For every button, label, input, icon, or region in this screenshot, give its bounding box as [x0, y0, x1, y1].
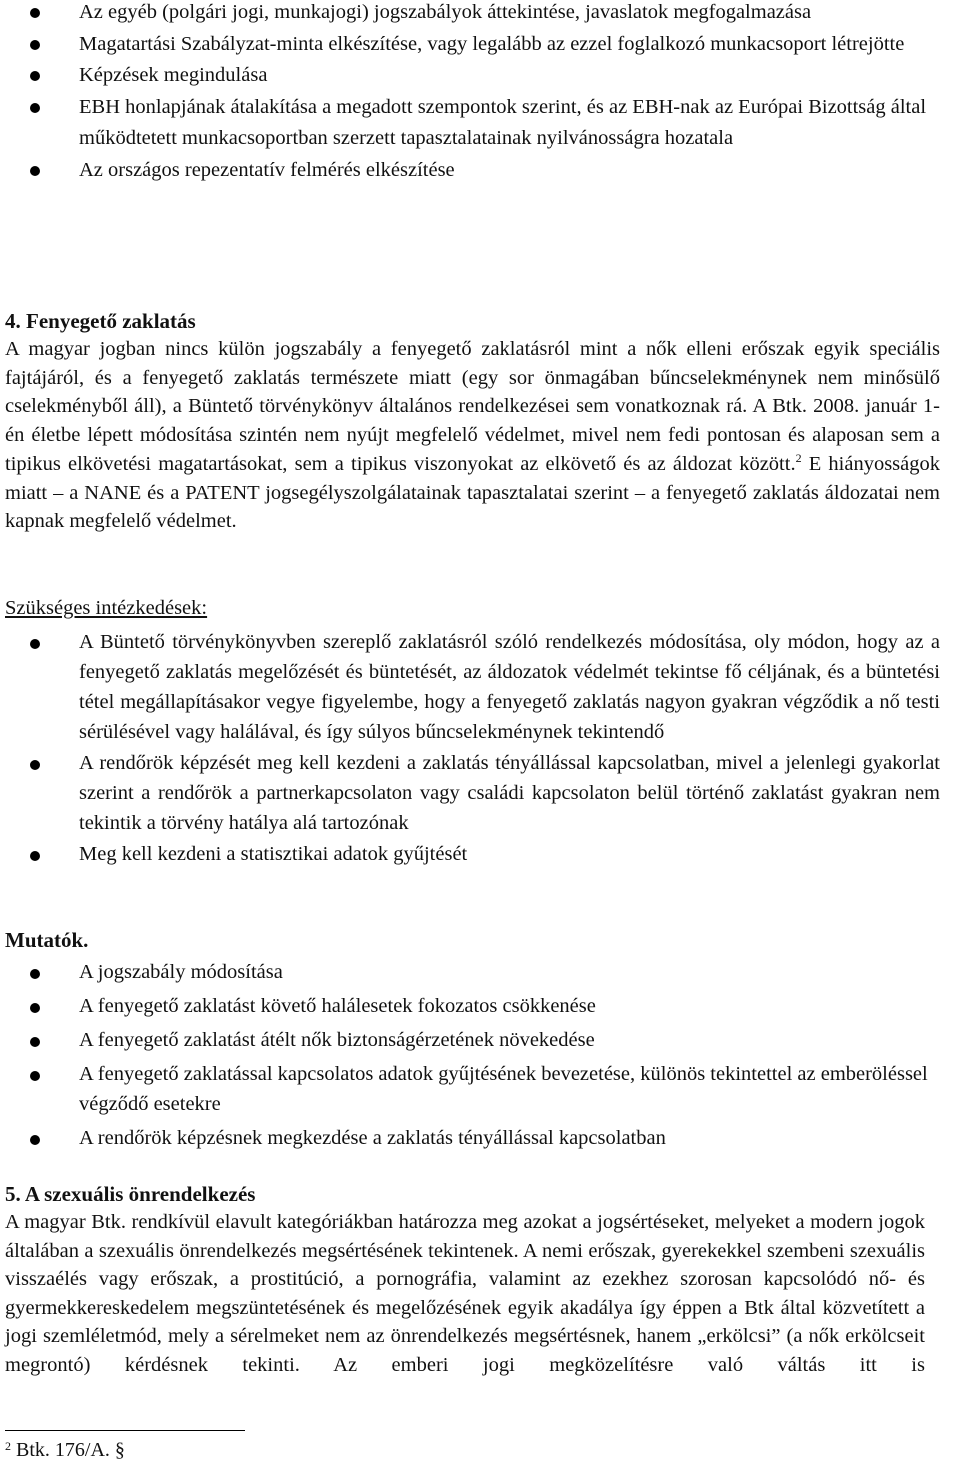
section-5-title: 5. A szexuális önrendelkezés	[5, 1182, 256, 1206]
measures-list	[0, 627, 940, 870]
bullet-icon	[30, 760, 40, 770]
list-item: A rendőrök képzését meg kell kezdeni a zaklatás tényállással kapcsolatban, mivel a jelenlegi gyakorlat szerint a rendőrök a partnerkapcsolaton vagy családi kapcsolaton belül történő zaklatást gyakran nem tekintik a törvény hatálya alá tartozónak	[0, 748, 940, 838]
list-item: Az egyéb (polgári jogi, munkajogi) jogszabályok áttekintése, javaslatok megfogalmazása	[0, 0, 950, 29]
bullet-icon	[30, 8, 40, 18]
section-5-paragraph: A magyar Btk. rendkívül elavult kategóriákban határozza meg azokat a jogsértéseket, melyeket a modern jogok általában a szexuális önrendelkezés megsértésének tekintenek. A nemi erőszak, gyerekekkel szembeni szexuális visszaélés vagy erőszak, a prostitúció, a pornográfia, valamint az ezekhez szorosan kapcsolódó nő- és gyermekkereskedelem megszüntetésének és megelőzésének egyik akadálya így éppen a Btk által közvetített a jogi szemléletmód, mely a sérelmeket nem az önrendelkezés megsértésnek, hanem „erkölcsi” (a nők erkölcseit megrontó) kérdésnek tekinti. Az emberi jogi megközelítésre való váltás itt is	[5, 1211, 925, 1376]
bullet-icon	[30, 103, 40, 113]
bullet-icon	[30, 969, 40, 979]
section-4-paragraph: A magyar jogban nincs külön jogszabály a fenyegető zaklatásról mint a nők elleni erőszak egyik speciális fajtájáról, és a fenyegető zaklatás természete miatt (egy sor önmagában bűncselekménynek nem minősülő cselekményből áll), a Büntető törvénykönyv általános rendelkezései sem vonatkoznak rá. A Btk. 2008. január 1-én életbe lépett módosítása szintén nem nyújt megfelelő védelmet, mivel nem fedi pontosan és alaposan sem a tipikus elkövetési magatartásokat, sem a tipikus viszonyokat az elkövető és az áldozat között.$^2$ E hiányosságok miatt – a NANE és a PATENT jogsegélyszolgálatainak tapasztalatai szerint – a fenyegető zaklatás áldozatai nem kapnak megfelelő védelmet.	[5, 338, 941, 533]
section-5	[5, 1180, 925, 1380]
bullet-icon	[30, 1071, 40, 1081]
list-item: A fenyegető zaklatást átélt nők biztonságérzetének növekedése	[0, 1025, 940, 1055]
bullet-icon	[30, 639, 40, 649]
bullet-icon	[30, 40, 40, 50]
list-item: A rendőrök képzésnek megkezdése a zaklatás tényállással kapcsolatban	[0, 1123, 940, 1153]
footnote-number: 2	[5, 1439, 11, 1453]
section-4-title: 4. Fenyegető zaklatás	[5, 309, 196, 333]
footnote-reference: 2	[795, 450, 802, 465]
list-item: A Büntető törvénykönyvben szereplő zaklatásról szóló rendelkezés módosítása, oly módon, hogy az a fenyegető zaklatás megelőzését és büntetését, az áldozatok védelmét tekintse fő céljának, és a büntetési tétel megállapításakor vegye figyelembe, hogy a fenyegető zaklatás nagyon gyakran végződik a nő testi sérülésével vagy halálával, és így súlyos bűncselekménynek tekintendő	[0, 627, 940, 747]
bullet-icon	[30, 1003, 40, 1013]
section-4	[5, 307, 940, 536]
bullet-icon	[30, 71, 40, 81]
bullet-icon	[30, 851, 40, 861]
list-item: Az országos repezentatív felmérés elkészítése	[0, 155, 950, 187]
list-item: Képzések megindulása	[0, 60, 950, 92]
list-item: A jogszabály módosítása	[0, 957, 940, 987]
list-item: A fenyegető zaklatással kapcsolatos adatok gyűjtésének bevezetése, különös tekintettel az emberöléssel végződő esetekre	[0, 1059, 940, 1119]
indicators-heading: Mutatók.	[5, 928, 89, 952]
bullet-icon	[30, 166, 40, 176]
list-item: Magatartási Szabályzat-minta elkészítése, vagy legalább az ezzel foglalkozó munkacsoport létrejötte	[0, 29, 950, 61]
indicators-list	[0, 957, 940, 1153]
footnote-text: Btk. 176/A. §	[11, 1439, 125, 1461]
bullet-icon	[30, 1135, 40, 1145]
goals-list	[0, 0, 950, 186]
footnote	[5, 1437, 125, 1463]
list-item: A fenyegető zaklatást követő halálesetek fokozatos csökkenése	[0, 991, 940, 1021]
measures-heading: Szükséges intézkedések:	[5, 597, 208, 619]
indicators-heading-block	[5, 926, 940, 954]
list-item: Meg kell kezdeni a statisztikai adatok gyűjtését	[0, 839, 940, 869]
footnote-divider	[5, 1430, 245, 1431]
list-item: EBH honlapjának átalakítása a megadott szempontok szerint, és az EBH-nak az Európai Bizottság által működtetett munkacsoportban szerzett tapasztalatainak nyilvánosságra hozatala	[0, 92, 950, 155]
measures-heading-block	[5, 594, 940, 622]
bullet-icon	[30, 1037, 40, 1047]
